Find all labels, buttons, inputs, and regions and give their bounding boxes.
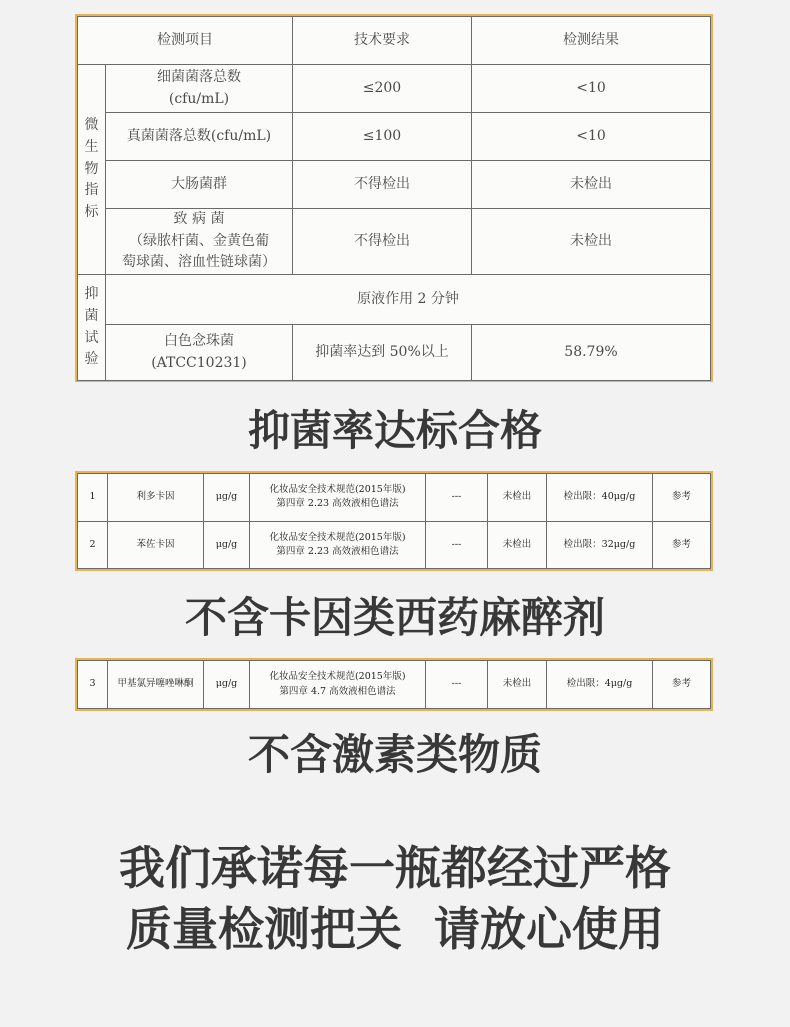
table-row <box>78 521 711 569</box>
item-cell: 真菌菌落总数(cfu/mL) <box>106 113 293 161</box>
table-header-row <box>78 17 711 65</box>
limit-cell: --- <box>426 474 488 522</box>
note-cell: 参考 <box>653 661 711 709</box>
vertical-label-char: 标 <box>84 204 99 221</box>
method-line: 第四章 2.23 高效液相色谱法 <box>276 545 399 557</box>
vertical-label-char: 生 <box>84 139 99 155</box>
table-row <box>78 275 711 325</box>
requirement-cell: 抑菌率达到 50%以上 <box>293 325 472 381</box>
method-cell <box>250 521 426 569</box>
item-name: 细菌菌落总数 <box>157 68 241 85</box>
anesthetic-table <box>77 473 711 569</box>
item-cell <box>106 325 293 381</box>
item-detail: 萄球菌、溶血性链球菌） <box>122 254 276 271</box>
header-test-item: 检测项目 <box>78 17 293 65</box>
vertical-label-char: 验 <box>84 351 99 368</box>
table-row <box>78 65 711 113</box>
item-name: 白色念珠菌 <box>164 332 234 349</box>
row-number: 3 <box>78 661 108 709</box>
substance-name: 甲基氯异噻唑啉酮 <box>108 661 204 709</box>
method-line: 化妆品安全技术规范(2015年版) <box>269 484 406 495</box>
unit-cell: μg/g <box>204 521 250 569</box>
table-row <box>78 209 711 275</box>
item-name: 致 病 菌 <box>173 211 225 227</box>
row-number: 1 <box>78 474 108 522</box>
result-cell: 未检出 <box>488 661 547 709</box>
table-row <box>78 161 711 209</box>
method-line: 第四章 2.23 高效液相色谱法 <box>276 498 399 510</box>
requirement-cell: ≤100 <box>293 113 472 161</box>
vertical-label-text <box>85 284 99 371</box>
method-line: 化妆品安全技术规范(2015年版) <box>269 531 406 543</box>
antibacterial-note: 原液作用 2 分钟 <box>106 275 711 325</box>
micro-indicator-label <box>78 65 106 275</box>
result-cell: 未检出 <box>488 474 547 522</box>
item-strain: (ATCC10231) <box>151 354 247 371</box>
caption-no-anesthetics: 不含卡因类西药麻醉剂 <box>184 593 605 642</box>
antibacterial-test-label <box>78 275 106 381</box>
test-report-table-2 <box>75 471 713 571</box>
preservative-table <box>77 660 711 709</box>
table-row <box>78 325 711 381</box>
vertical-label-char: 指 <box>84 182 99 199</box>
header-result: 检测结果 <box>472 17 711 65</box>
vertical-label-char: 物 <box>84 160 99 177</box>
item-unit: (cfu/mL) <box>168 90 230 107</box>
method-cell <box>250 661 426 709</box>
result-cell: 未检出 <box>472 161 711 209</box>
caption-no-hormones: 不含激素类物质 <box>247 730 542 779</box>
vertical-label-char: 菌 <box>84 307 99 324</box>
table-row <box>78 474 711 522</box>
vertical-label-char: 微 <box>84 117 99 134</box>
detection-limit-cell: 检出限：40μg/g <box>547 474 653 522</box>
caption-antibacterial-passed: 抑菌率达标合格 <box>247 406 542 455</box>
header-requirement: 技术要求 <box>293 17 472 65</box>
result-cell: 未检出 <box>488 521 547 569</box>
substance-name: 苯佐卡因 <box>108 521 204 569</box>
note-cell: 参考 <box>653 474 711 522</box>
item-cell <box>106 65 293 113</box>
result-cell: 未检出 <box>472 209 711 275</box>
result-cell: <10 <box>472 113 711 161</box>
row-number: 2 <box>78 521 108 569</box>
result-cell: <10 <box>472 65 711 113</box>
limit-cell: --- <box>426 521 488 569</box>
item-cell: 大肠菌群 <box>106 161 293 209</box>
detection-limit-cell: 检出限：32μg/g <box>547 521 653 569</box>
requirement-cell: ≤200 <box>293 65 472 113</box>
unit-cell: μg/g <box>204 474 250 522</box>
requirement-cell: 不得检出 <box>293 209 472 275</box>
test-report-table-1 <box>75 14 713 382</box>
limit-cell: --- <box>426 661 488 709</box>
method-cell <box>250 474 426 522</box>
unit-cell: μg/g <box>204 661 250 709</box>
detection-limit-cell: 检出限：4μg/g <box>547 661 653 709</box>
test-report-table-3 <box>75 658 713 711</box>
vertical-label-text <box>85 115 99 223</box>
table-row <box>78 661 711 709</box>
method-line: 第四章 4.7 高效液相色谱法 <box>279 685 396 697</box>
note-cell: 参考 <box>653 521 711 569</box>
substance-name: 利多卡因 <box>108 474 204 522</box>
item-cell <box>106 209 293 275</box>
method-line: 化妆品安全技术规范(2015年版) <box>269 671 406 683</box>
result-cell: 58.79% <box>472 325 711 381</box>
vertical-label-char: 试 <box>84 329 99 346</box>
table-row <box>78 113 711 161</box>
requirement-cell: 不得检出 <box>293 161 472 209</box>
quality-promise-line-2: 质量检测把关 请放心使用 <box>125 902 665 956</box>
quality-promise-line-1: 我们承诺每一瓶都经过严格 <box>119 841 671 895</box>
item-detail: （绿脓杆菌、金黄色葡 <box>129 232 269 249</box>
microbe-table <box>77 16 711 381</box>
vertical-label-char: 抑 <box>84 286 99 303</box>
